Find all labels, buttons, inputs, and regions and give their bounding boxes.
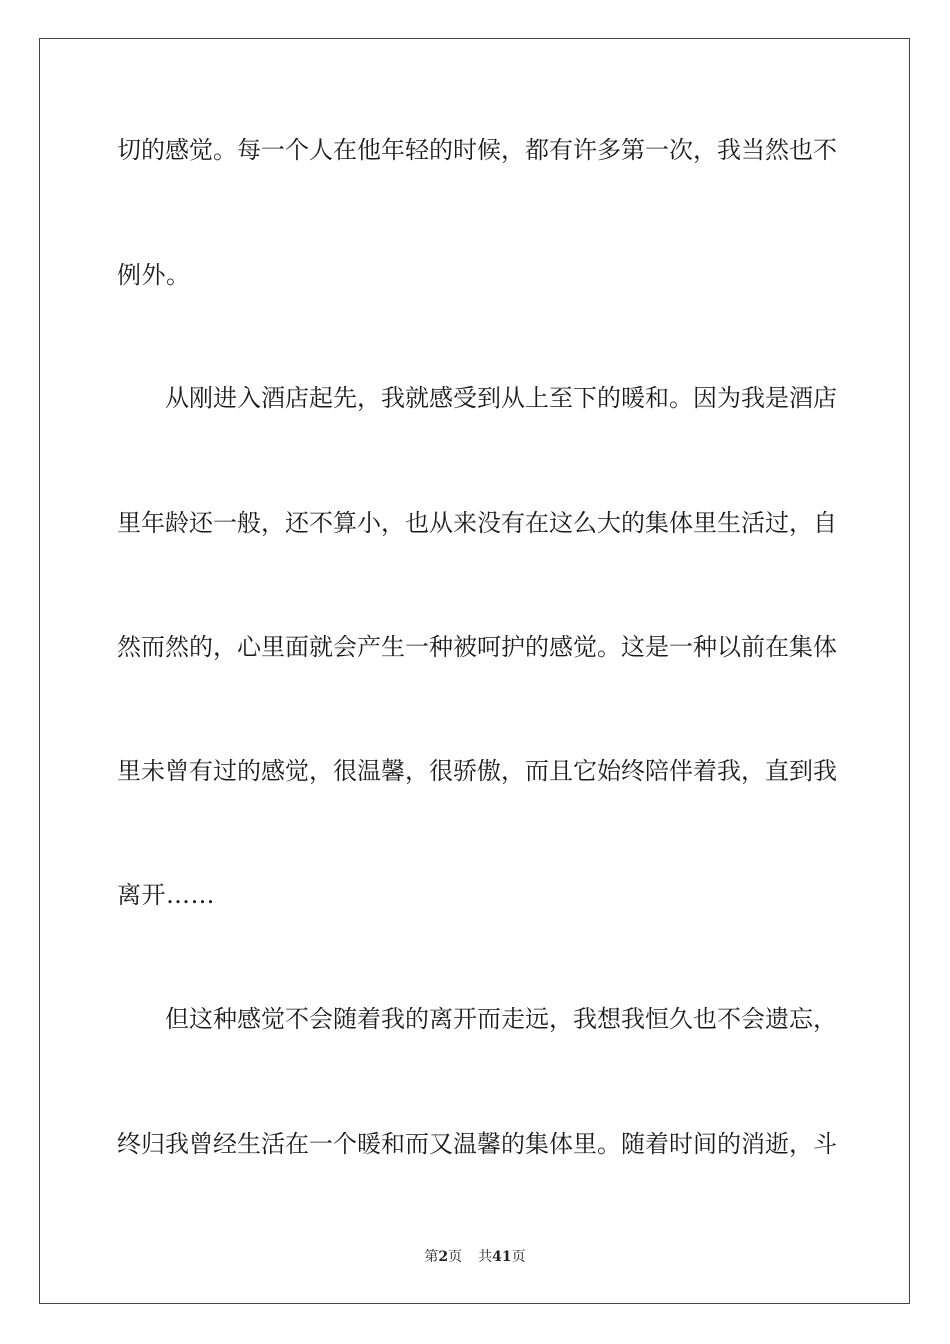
total-suffix: 页 [511, 1249, 526, 1265]
text-line: 从刚进入酒店起先，我就感受到从上至下的暖和。因为我是酒店 [165, 384, 837, 412]
page-frame [39, 38, 910, 1304]
text-line: 离开…… [117, 881, 215, 909]
text-line: 终归我曾经生活在一个暖和而又温馨的集体里。随着时间的消逝，斗 [117, 1130, 837, 1158]
total-prefix: 共 [478, 1249, 493, 1265]
page-prefix: 第 [424, 1249, 439, 1265]
text-line: 例外。 [117, 261, 191, 289]
total-pages: 41 [492, 1249, 512, 1265]
text-line: 但这种感觉不会随着我的离开而走远，我想我恒久也不会遗忘， [165, 1005, 837, 1033]
page-suffix: 页 [448, 1249, 463, 1265]
text-line: 然而然的，心里面就会产生一种被呵护的感觉。这是一种以前在集体 [117, 633, 837, 661]
page-number: 2 [438, 1249, 449, 1265]
text-line: 里年龄还一般，还不算小，也从来没有在这么大的集体里生活过，自 [117, 509, 837, 537]
text-line: 切的感觉。每一个人在他年轻的时候，都有许多第一次，我当然也不 [117, 136, 837, 164]
page-footer [0, 1248, 950, 1266]
text-line: 里未曾有过的感觉，很温馨，很骄傲，而且它始终陪伴着我，直到我 [117, 757, 837, 785]
